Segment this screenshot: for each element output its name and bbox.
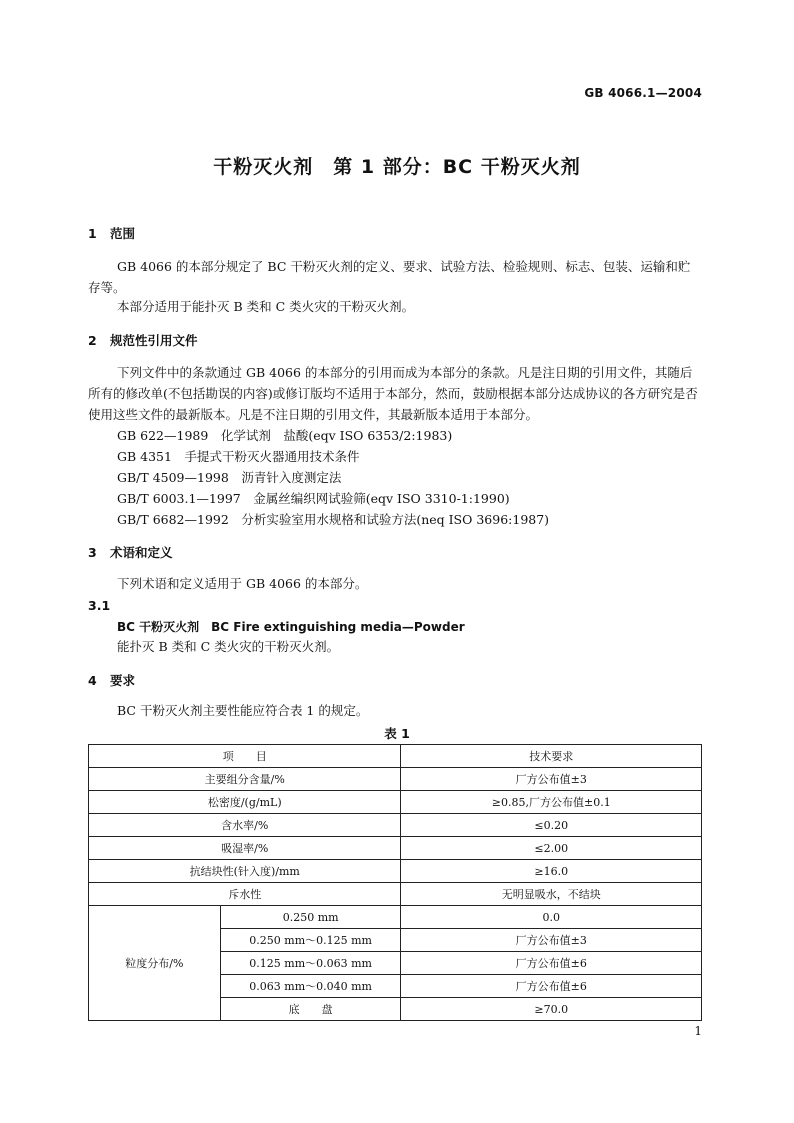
section-4-heading [88,671,135,689]
section-1-heading [88,224,135,242]
table-row [89,814,702,837]
table-cell-item: 主要组分含量/% [89,768,401,791]
section-title: 术语和定义 [110,545,173,560]
table-cell-requirement: 厂方公布值±3 [401,929,702,952]
reference-item: GB/T 4509—1998 沥青针入度测定法 [117,470,342,485]
standard-number: GB 4066.1—2004 [584,86,702,100]
section-title: 范围 [110,226,136,241]
section-title: 规范性引用文件 [110,333,198,348]
table-cell-requirement: ≥16.0 [401,860,702,883]
section-4-paragraph-1: BC 干粉灭火剂主要性能应符合表 1 的规定。 [117,703,369,718]
section-2-paragraph-1: 下列文件中的条款通过 GB 4066 的本部分的引用而成为本部分的条款。凡是注日期的引用文件，其随后所有的修改单(不包括勘误的内容)或修订版均不适用于本部分，然而，鼓励根据本部分达成协议的各方研究是否使用这些文件的最新版本。凡是不注日期的引用文件，其最新版本适用于本部分。 [88,365,698,422]
table-cell-requirement: ≥0.85,厂方公布值±0.1 [401,791,702,814]
reference-item: GB 622—1989 化学试剂 盐酸(eqv ISO 6353/2:1983) [117,428,453,443]
table-caption: 表 1 [384,726,410,741]
table-cell-item: 抗结块性(针入度)/mm [89,860,401,883]
table-cell-size: 0.063 mm～0.040 mm [220,975,401,998]
section-3-heading [88,543,173,561]
section-3-paragraph-1: 下列术语和定义适用于 GB 4066 的本部分。 [117,576,368,591]
table-row [89,837,702,860]
table-row [89,860,702,883]
subsection-3-1-number: 3.1 [88,598,111,613]
table-cell-requirement: ≥70.0 [401,998,702,1021]
reference-item: GB/T 6003.1—1997 金属丝编织网试验筛(eqv ISO 3310-1:1990) [117,491,510,506]
section-1-paragraph-2: 本部分适用于能扑灭 B 类和 C 类火灾的干粉灭火剂。 [117,299,415,314]
table-cell-requirement: 厂方公布值±6 [401,952,702,975]
requirements-table [88,744,702,1021]
page-number: 1 [694,1024,702,1038]
table-header-cell: 技术要求 [401,745,702,768]
reference-item: GB 4351 手提式干粉灭火器通用技术条件 [117,449,360,464]
term-name: BC 干粉灭火剂 BC Fire extinguishing media—Powder [117,620,465,634]
table-cell-item: 斥水性 [89,883,401,906]
table-cell-size: 0.250 mm [220,906,401,929]
section-number: 1 [88,226,97,241]
table-cell-item: 吸湿率/% [89,837,401,860]
table-row [89,791,702,814]
table-row [89,768,702,791]
table-cell-size: 0.125 mm～0.063 mm [220,952,401,975]
table-cell-requirement: ≤0.20 [401,814,702,837]
table-cell-requirement: 厂方公布值±6 [401,975,702,998]
table-cell-size: 0.250 mm～0.125 mm [220,929,401,952]
term-definition: 能扑灭 B 类和 C 类火灾的干粉灭火剂。 [117,639,340,654]
table-header-cell: 项 目 [89,745,401,768]
table-cell-requirement: ≤2.00 [401,837,702,860]
table-row [89,883,702,906]
section-2-heading [88,331,198,349]
section-number: 4 [88,673,97,688]
document-title: 干粉灭火剂 第 1 部分：BC 干粉灭火剂 [213,156,581,178]
particle-distribution-label: 粒度分布/% [89,906,221,1021]
section-1-paragraph-1: GB 4066 的本部分规定了 BC 干粉灭火剂的定义、要求、试验方法、检验规则、标志、包装、运输和贮存等。 [88,259,691,295]
section-number: 3 [88,545,97,560]
table-header-row [89,745,702,768]
table-cell-requirement: 0.0 [401,906,702,929]
section-title: 要求 [110,673,136,688]
table-cell-item: 松密度/(g/mL) [89,791,401,814]
section-number: 2 [88,333,97,348]
reference-item: GB/T 6682—1992 分析实验室用水规格和试验方法(neq ISO 3696:1987) [117,512,550,527]
table-cell-size: 底 盘 [220,998,401,1021]
table-cell-requirement: 无明显吸水，不结块 [401,883,702,906]
table-cell-item: 含水率/% [89,814,401,837]
table-row [89,906,702,929]
table-cell-requirement: 厂方公布值±3 [401,768,702,791]
